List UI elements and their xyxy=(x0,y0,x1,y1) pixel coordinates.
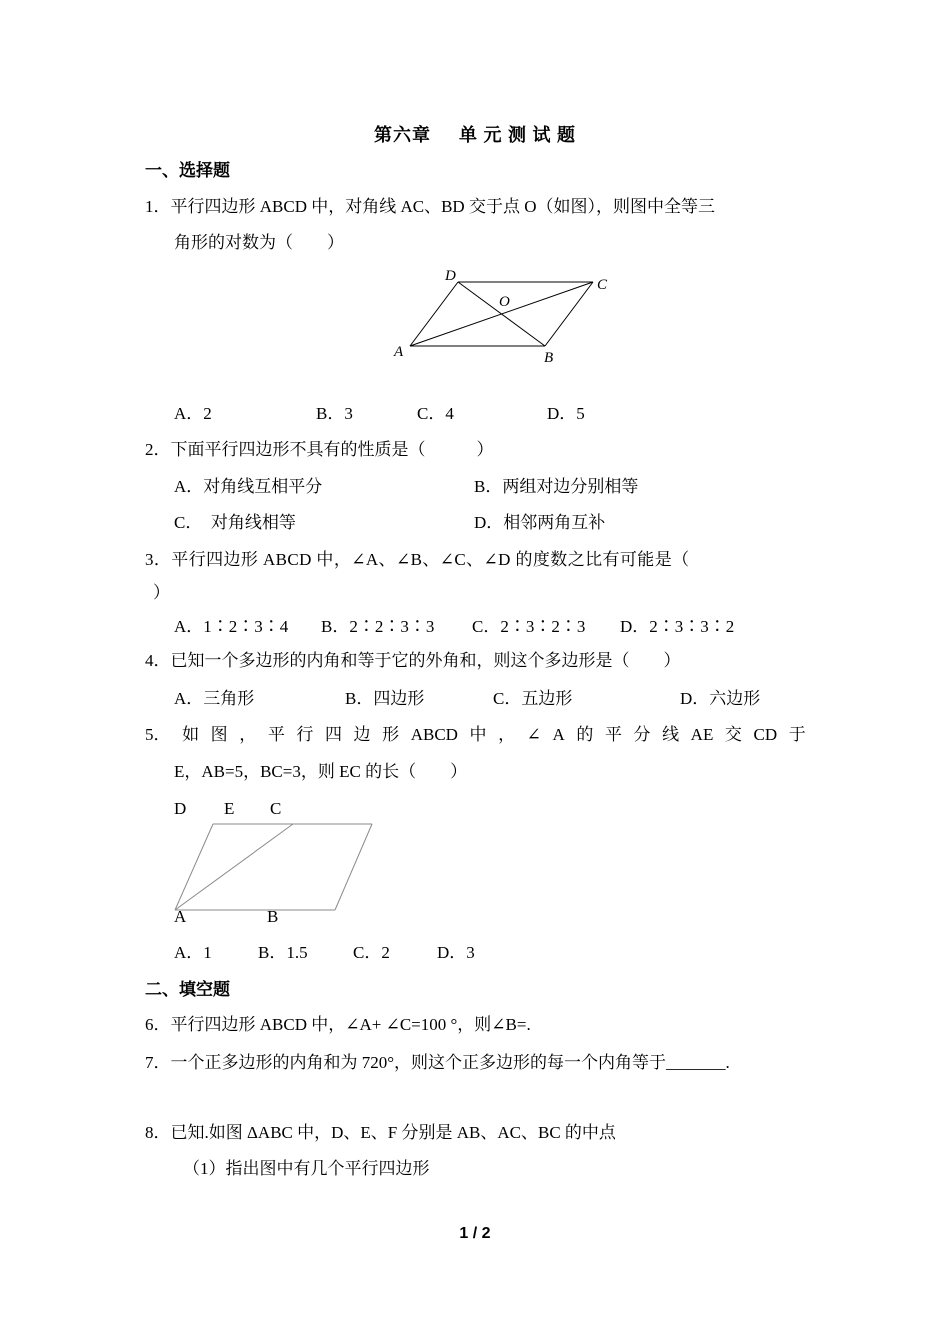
q5-stem-line1 xyxy=(145,726,806,743)
q5-word: 于 xyxy=(788,725,806,744)
q5-label-a: A xyxy=(174,907,187,926)
q5-label-d: D xyxy=(174,799,187,818)
q1-label-o: O xyxy=(499,294,510,310)
q7-text: 7．一个正多边形的内角和为 720°，则这个正多边形的每一个内角等于_______. xyxy=(145,1053,730,1072)
q5-word: 图 xyxy=(210,725,228,744)
q6-text: 6．平行四边形 ABCD 中，∠A+ ∠C=100 °，则∠B=. xyxy=(145,1015,531,1034)
q5-word: 线 xyxy=(662,725,680,744)
q5-word: 5． xyxy=(145,725,171,744)
q5-word: 中 xyxy=(469,725,487,744)
q5-word: ， xyxy=(239,725,257,744)
q5-word: ABCD xyxy=(410,725,458,744)
q1-option-d[interactable]: D．5 xyxy=(547,404,585,423)
q5-word: CD xyxy=(753,725,778,744)
q2-option-b[interactable]: B．两组对边分别相等 xyxy=(474,477,639,496)
q1-label-b: B xyxy=(544,350,554,366)
page-number: 1 / 2 xyxy=(459,1225,491,1242)
q5-word: 行 xyxy=(296,725,314,744)
q5-edge-bc xyxy=(335,824,372,910)
q2-option-c[interactable]: C． 对角线相等 xyxy=(174,513,296,532)
section-heading-fill: 二、填空题 xyxy=(145,980,230,999)
page-title xyxy=(0,126,950,144)
q8-stem: 8．已知.如图 ΔABC 中，D、E、F 分别是 AB、AC、BC 的中点 xyxy=(145,1123,616,1142)
q1-stem-line1: 1．平行四边形 ABCD 中，对角线 AC、BD 交于点 O（如图），则图中全等三 xyxy=(145,197,715,216)
q3-stem-line2: ） xyxy=(153,583,170,602)
q5-option-b[interactable]: B．1.5 xyxy=(258,943,308,962)
q1-edge-bc xyxy=(545,282,593,346)
q2-option-d[interactable]: D．相邻两角互补 xyxy=(474,513,606,532)
q2-option-a[interactable]: A．对角线互相平分 xyxy=(174,477,323,496)
q5-word: 分 xyxy=(633,725,651,744)
q3-option-a[interactable]: A．1∶2∶3∶4 xyxy=(174,617,289,636)
q5-word: 四 xyxy=(324,725,342,744)
q5-word: 形 xyxy=(382,725,400,744)
q1-option-b[interactable]: B．3 xyxy=(316,404,353,423)
chapter-label: 第六章 xyxy=(374,125,431,145)
q4-stem: 4．已知一个多边形的内角和等于它的外角和，则这个多边形是（ ） xyxy=(145,651,681,670)
section-heading-choice: 一、选择题 xyxy=(145,161,230,180)
q5-word: ∠ xyxy=(526,725,541,744)
q3-stem-line1: 3．平行四边形 ABCD 中，∠A、∠B、∠C、∠D 的度数之比有可能是（ xyxy=(145,550,690,569)
q5-edge-da xyxy=(175,824,213,910)
q5-word: 平 xyxy=(604,725,622,744)
q5-stem-line2: E，AB=5，BC=3，则 EC 的长（ ） xyxy=(174,762,468,781)
q5-label-b: B xyxy=(267,907,279,926)
chapter-name: 单 元 测 试 题 xyxy=(459,125,576,145)
q1-diagonal-bd xyxy=(458,282,545,346)
q1-label-a: A xyxy=(394,344,404,360)
q3-option-d[interactable]: D．2∶3∶3∶2 xyxy=(620,617,735,636)
q1-label-c: C xyxy=(597,277,608,293)
q5-word: 交 xyxy=(724,725,742,744)
q5-word: 边 xyxy=(353,725,371,744)
q5-option-d[interactable]: D．3 xyxy=(437,943,475,962)
q3-option-b[interactable]: B．2∶2∶3∶3 xyxy=(321,617,435,636)
q1-option-c[interactable]: C．4 xyxy=(417,404,454,423)
q1-parallelogram-figure xyxy=(380,262,630,370)
q5-label-c: C xyxy=(270,799,282,818)
q5-option-c[interactable]: C．2 xyxy=(353,943,390,962)
q5-parallelogram-figure xyxy=(170,818,380,914)
q5-word: 平 xyxy=(267,725,285,744)
q1-stem-line2: 角形的对数为（ ） xyxy=(174,233,344,252)
q3-option-c[interactable]: C．2∶3∶2∶3 xyxy=(472,617,586,636)
q1-option-a[interactable]: A．2 xyxy=(174,404,212,423)
q8-sub1: （1）指出图中有几个平行四边形 xyxy=(183,1159,430,1178)
q5-bisector-ae xyxy=(175,824,293,910)
q5-word: 如 xyxy=(182,725,200,744)
q5-label-e: E xyxy=(224,799,235,818)
q4-option-a[interactable]: A．三角形 xyxy=(174,689,255,708)
q4-option-c[interactable]: C．五边形 xyxy=(493,689,573,708)
q5-word: AE xyxy=(690,725,714,744)
q5-word: 的 xyxy=(576,725,594,744)
q5-option-a[interactable]: A．1 xyxy=(174,943,212,962)
q5-word: ， xyxy=(498,725,516,744)
q4-option-b[interactable]: B．四边形 xyxy=(345,689,425,708)
q1-edge-da xyxy=(410,282,458,346)
q1-label-d: D xyxy=(445,268,456,284)
q4-option-d[interactable]: D．六边形 xyxy=(680,689,761,708)
q2-stem: 2．下面平行四边形不具有的性质是（ ） xyxy=(145,440,494,459)
q5-word: A xyxy=(552,725,565,744)
